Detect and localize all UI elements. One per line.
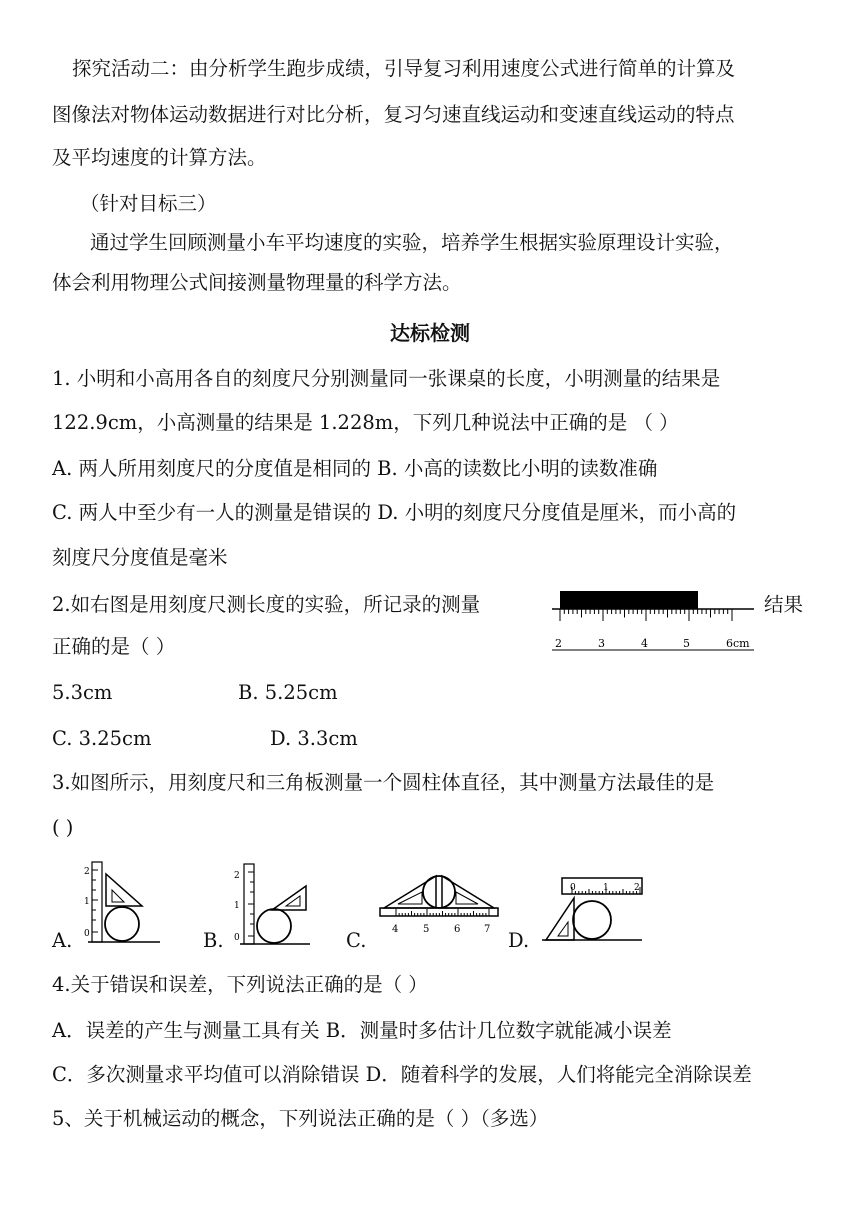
fig-c-tick-5: 5 [423, 924, 430, 935]
q3-label-b: B. [203, 929, 224, 952]
ruler-label-3: 3 [598, 637, 605, 650]
q3-stem-line1: 3.如图所示，用刻度尺和三角板测量一个圆柱体直径，其中测量方法最佳的是 [52, 771, 715, 794]
q4-stem: 4.关于错误和误差，下列说法正确的是（ ） [52, 973, 428, 996]
ruler-label-2: 2 [555, 637, 562, 650]
ruler-ticks [560, 609, 732, 621]
fig-a-tick-0: 0 [84, 929, 90, 939]
fig-c-ruler-ticks [396, 909, 489, 916]
q1-options-ab: A. 两人所用刻度尺的分度值是相同的 B. 小高的读数比小明的读数准确 [52, 457, 658, 480]
fig-d-tick-2: 2 [634, 883, 640, 893]
activity2-line2: 图像法对物体运动数据进行对比分析，复习匀速直线运动和变速直线运动的特点 [52, 103, 735, 126]
goal3-line2: 体会利用物理公式间接测量物理量的科学方法。 [52, 271, 462, 294]
q3-stem-line2: ( ) [52, 816, 74, 839]
q3-figure-a [84, 860, 164, 946]
fig-d-tick-0: 0 [570, 883, 576, 893]
q4-options-ab: A．误差的产生与测量工具有关 B．测量时多估计几位数字就能减小误差 [52, 1019, 672, 1042]
fig-a-tick-2: 2 [84, 867, 90, 877]
fig-d-tick-1: 1 [603, 883, 609, 893]
fig-c-tick-6: 6 [454, 924, 461, 935]
q1-options-d-cont: 刻度尺分度值是毫米 [52, 546, 228, 569]
q3-label-a: A. [52, 929, 73, 952]
q2-option-d: D. 3.3cm [270, 727, 358, 750]
measured-block [560, 591, 698, 609]
q3-label-c: C. [346, 929, 367, 952]
ruler-label-6cm: 6cm [726, 637, 750, 650]
q3-figure-b [232, 862, 312, 948]
goal3-heading: （针对目标三） [80, 192, 217, 215]
q1-options-cd: C. 两人中至少有一人的测量是错误的 D. 小明的刻度尺分度值是厘米，而小高的 [52, 501, 737, 524]
q2-option-b: B. 5.25cm [238, 681, 338, 704]
q5-stem: 5、关于机械运动的概念，下列说法正确的是（ ）（多选） [52, 1107, 549, 1130]
fig-c-tick-7: 7 [484, 924, 491, 935]
activity2-line1: 探究活动二：由分析学生跑步成绩，引导复习利用速度公式进行简单的计算及 [72, 57, 736, 80]
q2-stem-line2: 正确的是（ ） [52, 635, 176, 658]
q2-option-a: 5.3cm [52, 681, 113, 704]
ruler-label-5: 5 [683, 637, 690, 650]
q1-stem-line2: 122.9cm，小高测量的结果是 1.228m，下列几种说法中正确的是 （ ） [52, 411, 679, 434]
q2-stem-part2: 结果 [764, 593, 804, 616]
fig-b-tick-0: 0 [234, 933, 240, 943]
fig-b-tick-2: 2 [234, 871, 240, 881]
q2-option-c: C. 3.25cm [52, 727, 152, 750]
fig-c-tick-4: 4 [392, 924, 399, 935]
q2-stem-part1: 2.如右图是用刻度尺测长度的实验，所记录的测量 [52, 593, 481, 616]
ruler-label-4: 4 [641, 637, 648, 650]
fig-a-tick-1: 1 [84, 897, 90, 907]
q3-figure-d [540, 874, 644, 944]
q3-figure-c [378, 870, 500, 942]
ruler-measurement-figure [548, 586, 758, 656]
q3-label-d: D. [508, 929, 530, 952]
fig-b-tick-1: 1 [234, 901, 240, 911]
activity2-line3: 及平均速度的计算方法。 [52, 146, 267, 169]
q4-options-cd: C．多次测量求平均值可以消除错误 D．随着科学的发展，人们将能完全消除误差 [52, 1063, 752, 1086]
goal3-line1: 通过学生回顾测量小车平均速度的实验，培养学生根据实验原理设计实验， [90, 231, 734, 254]
section-title: 达标检测 [390, 321, 470, 345]
q1-stem-line1: 1. 小明和小高用各自的刻度尺分别测量同一张课桌的长度，小明测量的结果是 [52, 367, 721, 390]
